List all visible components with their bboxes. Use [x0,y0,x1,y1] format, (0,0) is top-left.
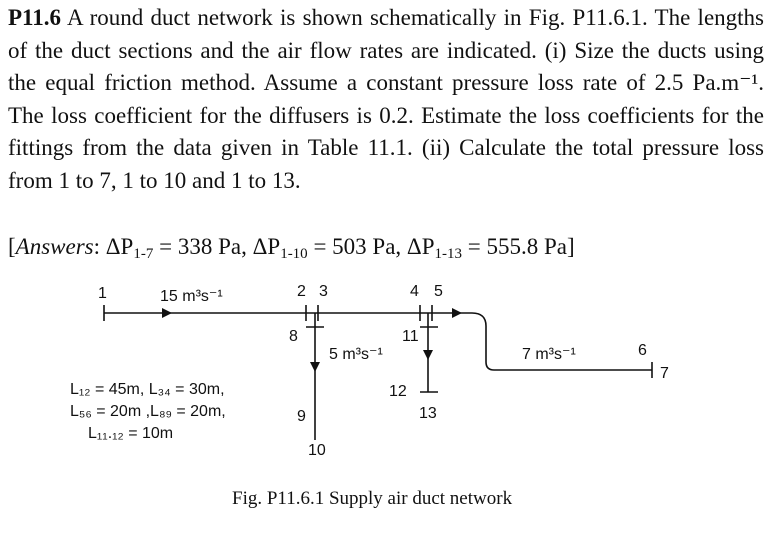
problem-text: A round duct network is shown schematically in Fig. P11.6.1. The lengths of the duct sections and the air flow rates are indicated. (i) Size the ducts using the equal friction method. Assume a constant pressure loss rate of 2.5 Pa.m⁻¹. The loss coefficient for the diffusers is 0.2. Estimate the loss coefficients for the fittings from the data given in Table 11.1. (ii) Calculate the total pressure loss from 1 to 7, 1 to 10 and 1 to 13. [8,5,764,193]
problem-statement [8,2,764,197]
p17-value: = 338 Pa, [159,234,247,259]
node-6: 6 [638,342,647,359]
node-8: 8 [289,328,298,345]
lengths-line-2: L₅₆ = 20m ,L₈₉ = 20m, [70,403,226,420]
p110-value: = 503 Pa, [313,234,402,259]
node-7: 7 [660,365,669,382]
p110-sub: 1-10 [280,246,308,262]
node-13: 13 [419,405,437,422]
node-5: 5 [434,283,443,300]
node-10: 10 [308,442,326,459]
arrow-end [452,308,462,318]
flow-end-label: 7 m³s⁻¹ [522,346,576,363]
duct-network-diagram [0,270,769,485]
answers-label: Answers [15,234,94,259]
node-9: 9 [297,408,306,425]
node-2: 2 [297,283,306,300]
flow-branch-label: 5 m³s⁻¹ [329,346,383,363]
p113-value: = 555.8 Pa] [467,234,575,259]
figure-caption: Fig. P11.6.1 Supply air duct network [232,488,513,509]
arrow-branch-11 [423,350,433,360]
arrow-main [162,308,172,318]
node-3: 3 [319,283,328,300]
lengths-line-3: L₁₁.₁₂ = 10m [88,425,174,442]
p113-sub: 1-13 [434,246,463,262]
node-4: 4 [410,283,419,300]
answers-line: [Answers: $\Delta P_{1-7} = 338$ Pa, $\Delta P_{1-10} = 503$ Pa, $\Delta P_{1-13} = 555.8$ Pa] [8,234,575,262]
problem-id: P11.6 [8,5,62,30]
arrow-branch-8 [310,362,320,372]
lengths-line-1: L₁₂ = 45m, L₃₄ = 30m, [70,381,225,398]
p17-sub: 1-7 [133,246,154,262]
answers-open-bracket: [ [8,234,16,259]
node-12: 12 [389,383,407,400]
node-11: 11 [402,328,419,345]
flow-main-label: 15 m³s⁻¹ [160,288,223,305]
node-1: 1 [98,285,107,302]
